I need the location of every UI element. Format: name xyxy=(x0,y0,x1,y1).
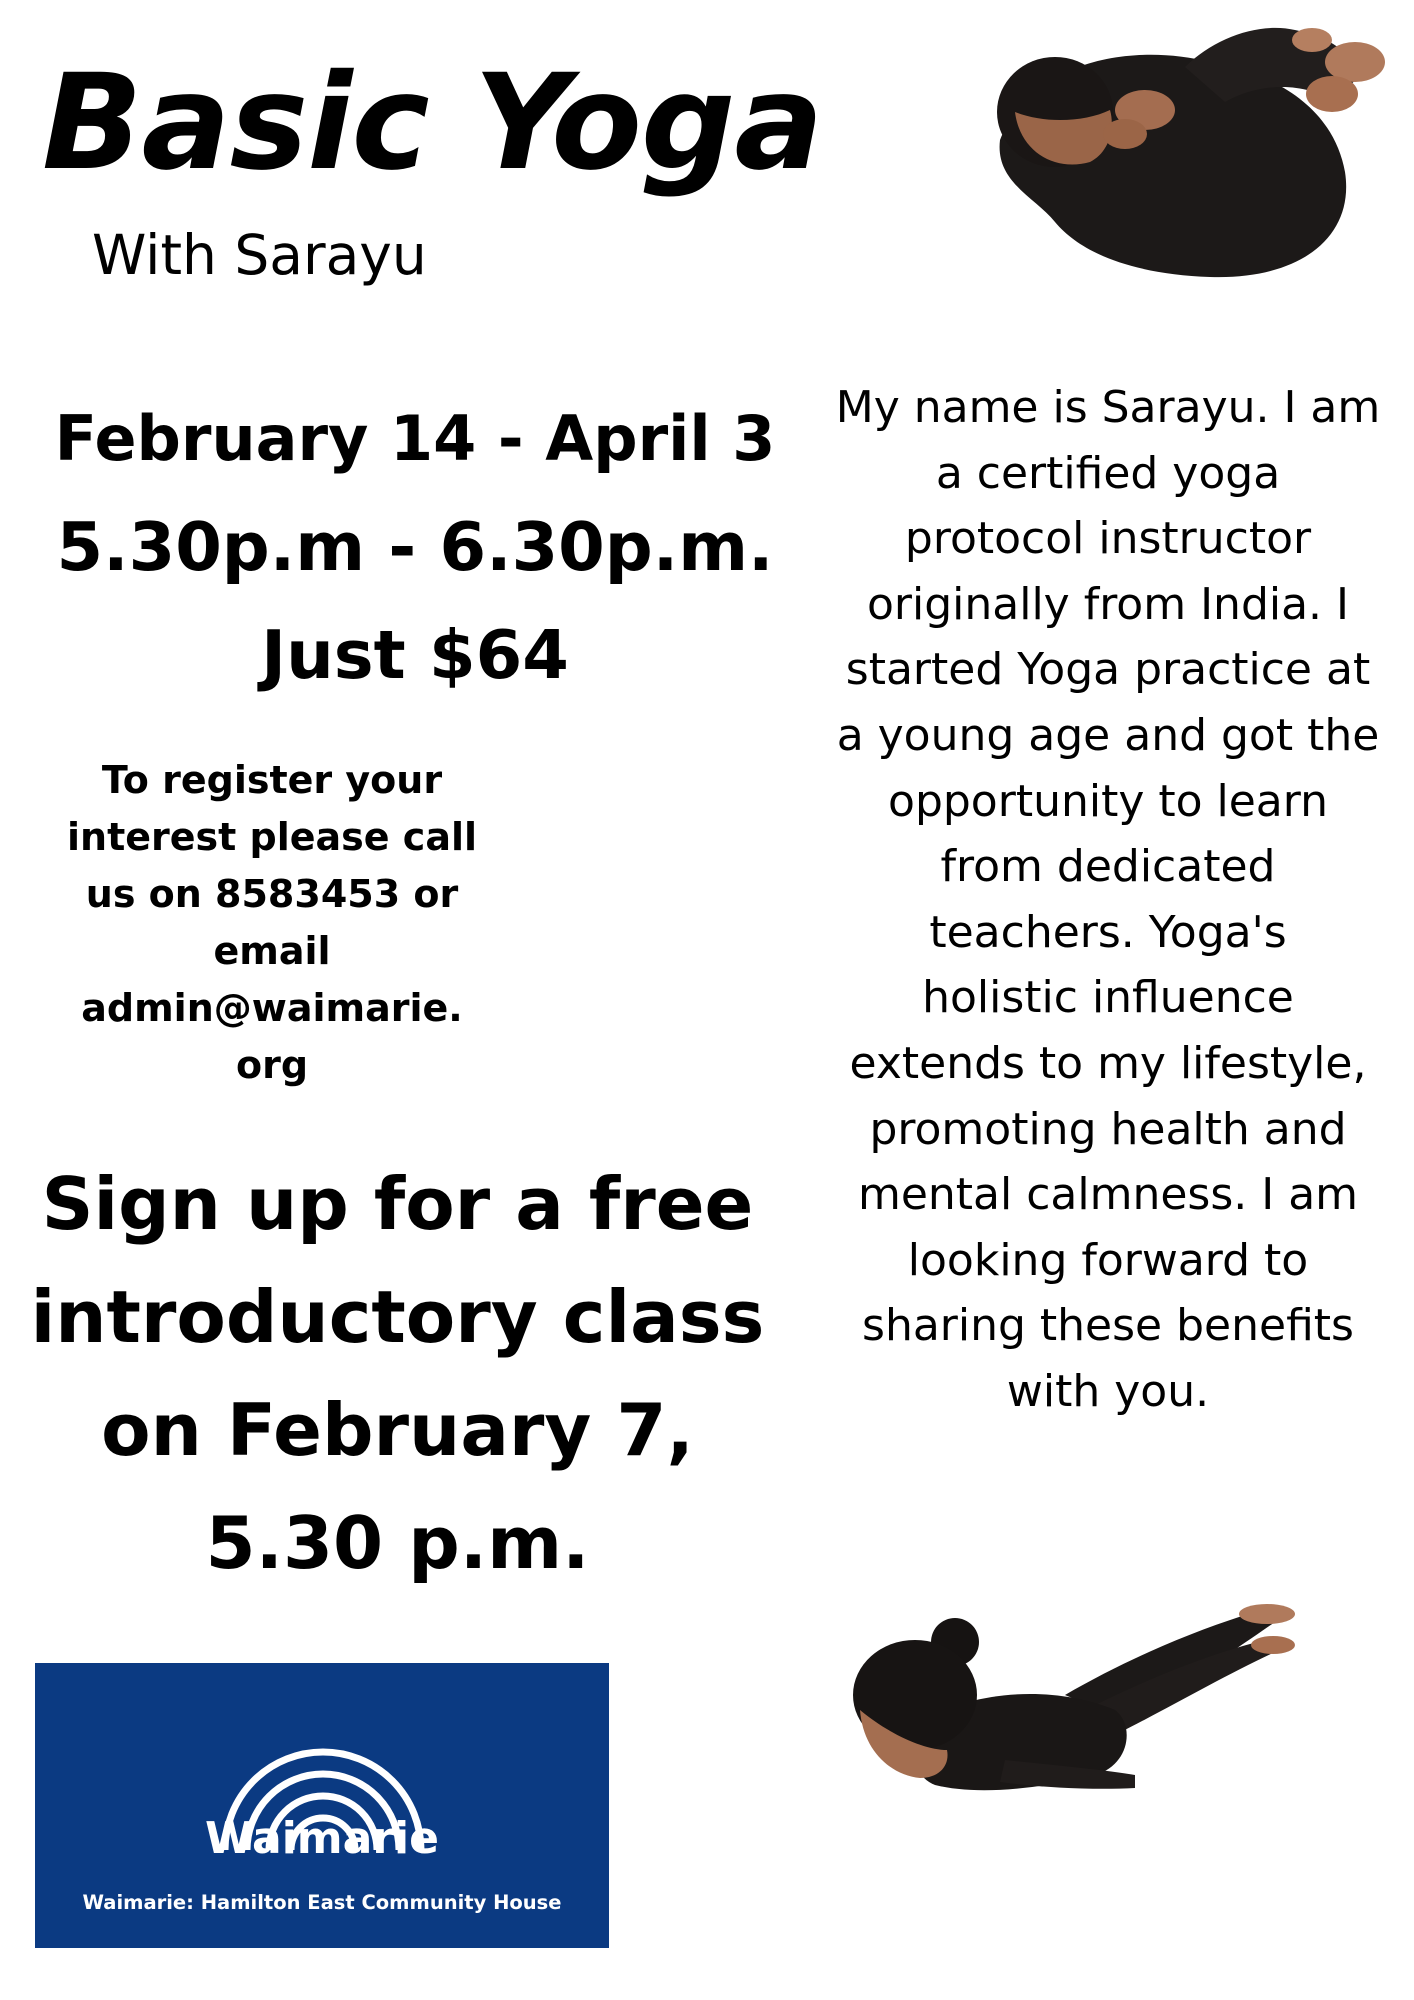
bio-line: opportunity to learn xyxy=(888,775,1328,827)
register-line: interest please call xyxy=(66,815,478,859)
bio-line: holistic influence xyxy=(922,972,1294,1024)
bio-line: started Yoga practice at xyxy=(845,644,1371,696)
bio-line: My name is Sarayu. I am xyxy=(835,382,1381,433)
bio-line: protocol instructor xyxy=(904,513,1312,565)
waimarie-brand-name: Waimarie xyxy=(205,1813,439,1864)
waimarie-tagline: Waimarie: Hamilton East Community House xyxy=(82,1891,562,1914)
register-line: org xyxy=(235,1043,309,1087)
bio-line: with you. xyxy=(1006,1365,1210,1417)
bio-line: promoting health and xyxy=(869,1103,1347,1155)
register-info xyxy=(62,752,482,1094)
bio-line: a certified yoga xyxy=(935,447,1281,499)
register-line: admin@waimarie. xyxy=(81,986,463,1030)
bio-line: mental calmness. I am xyxy=(857,1169,1359,1221)
signup-line: introductory class xyxy=(30,1275,765,1359)
class-price: Just $64 xyxy=(261,616,569,694)
yoga-locust-pose-photo xyxy=(835,1600,1325,1845)
bio-line: teachers. Yoga's xyxy=(929,906,1287,958)
signup-line: on February 7, xyxy=(101,1388,694,1472)
flyer-subtitle: With Sarayu xyxy=(92,223,427,287)
bio-line: a young age and got the xyxy=(836,709,1380,761)
signup-line: Sign up for a free xyxy=(41,1162,754,1246)
register-line: email xyxy=(213,929,331,973)
instructor-bio xyxy=(823,375,1393,1425)
flyer-title: Basic Yoga xyxy=(42,46,823,200)
bio-line: from dedicated xyxy=(940,841,1276,893)
class-time: 5.30p.m - 6.30p.m. xyxy=(56,508,774,586)
register-line: us on 8583453 or xyxy=(85,872,459,916)
bio-line: sharing these benefits xyxy=(862,1300,1354,1352)
bio-line: looking forward to xyxy=(907,1234,1309,1286)
signup-callout xyxy=(20,1148,775,1600)
waimarie-logo xyxy=(35,1663,609,1948)
bio-line: extends to my lifestyle, xyxy=(849,1037,1367,1089)
class-dates: February 14 - April 3 xyxy=(54,402,776,475)
bio-line: originally from India. I xyxy=(866,578,1350,630)
yoga-folded-pose-photo xyxy=(960,22,1390,284)
signup-line: 5.30 p.m. xyxy=(205,1501,590,1585)
schedule-block xyxy=(20,385,810,709)
register-line: To register your xyxy=(101,758,443,802)
